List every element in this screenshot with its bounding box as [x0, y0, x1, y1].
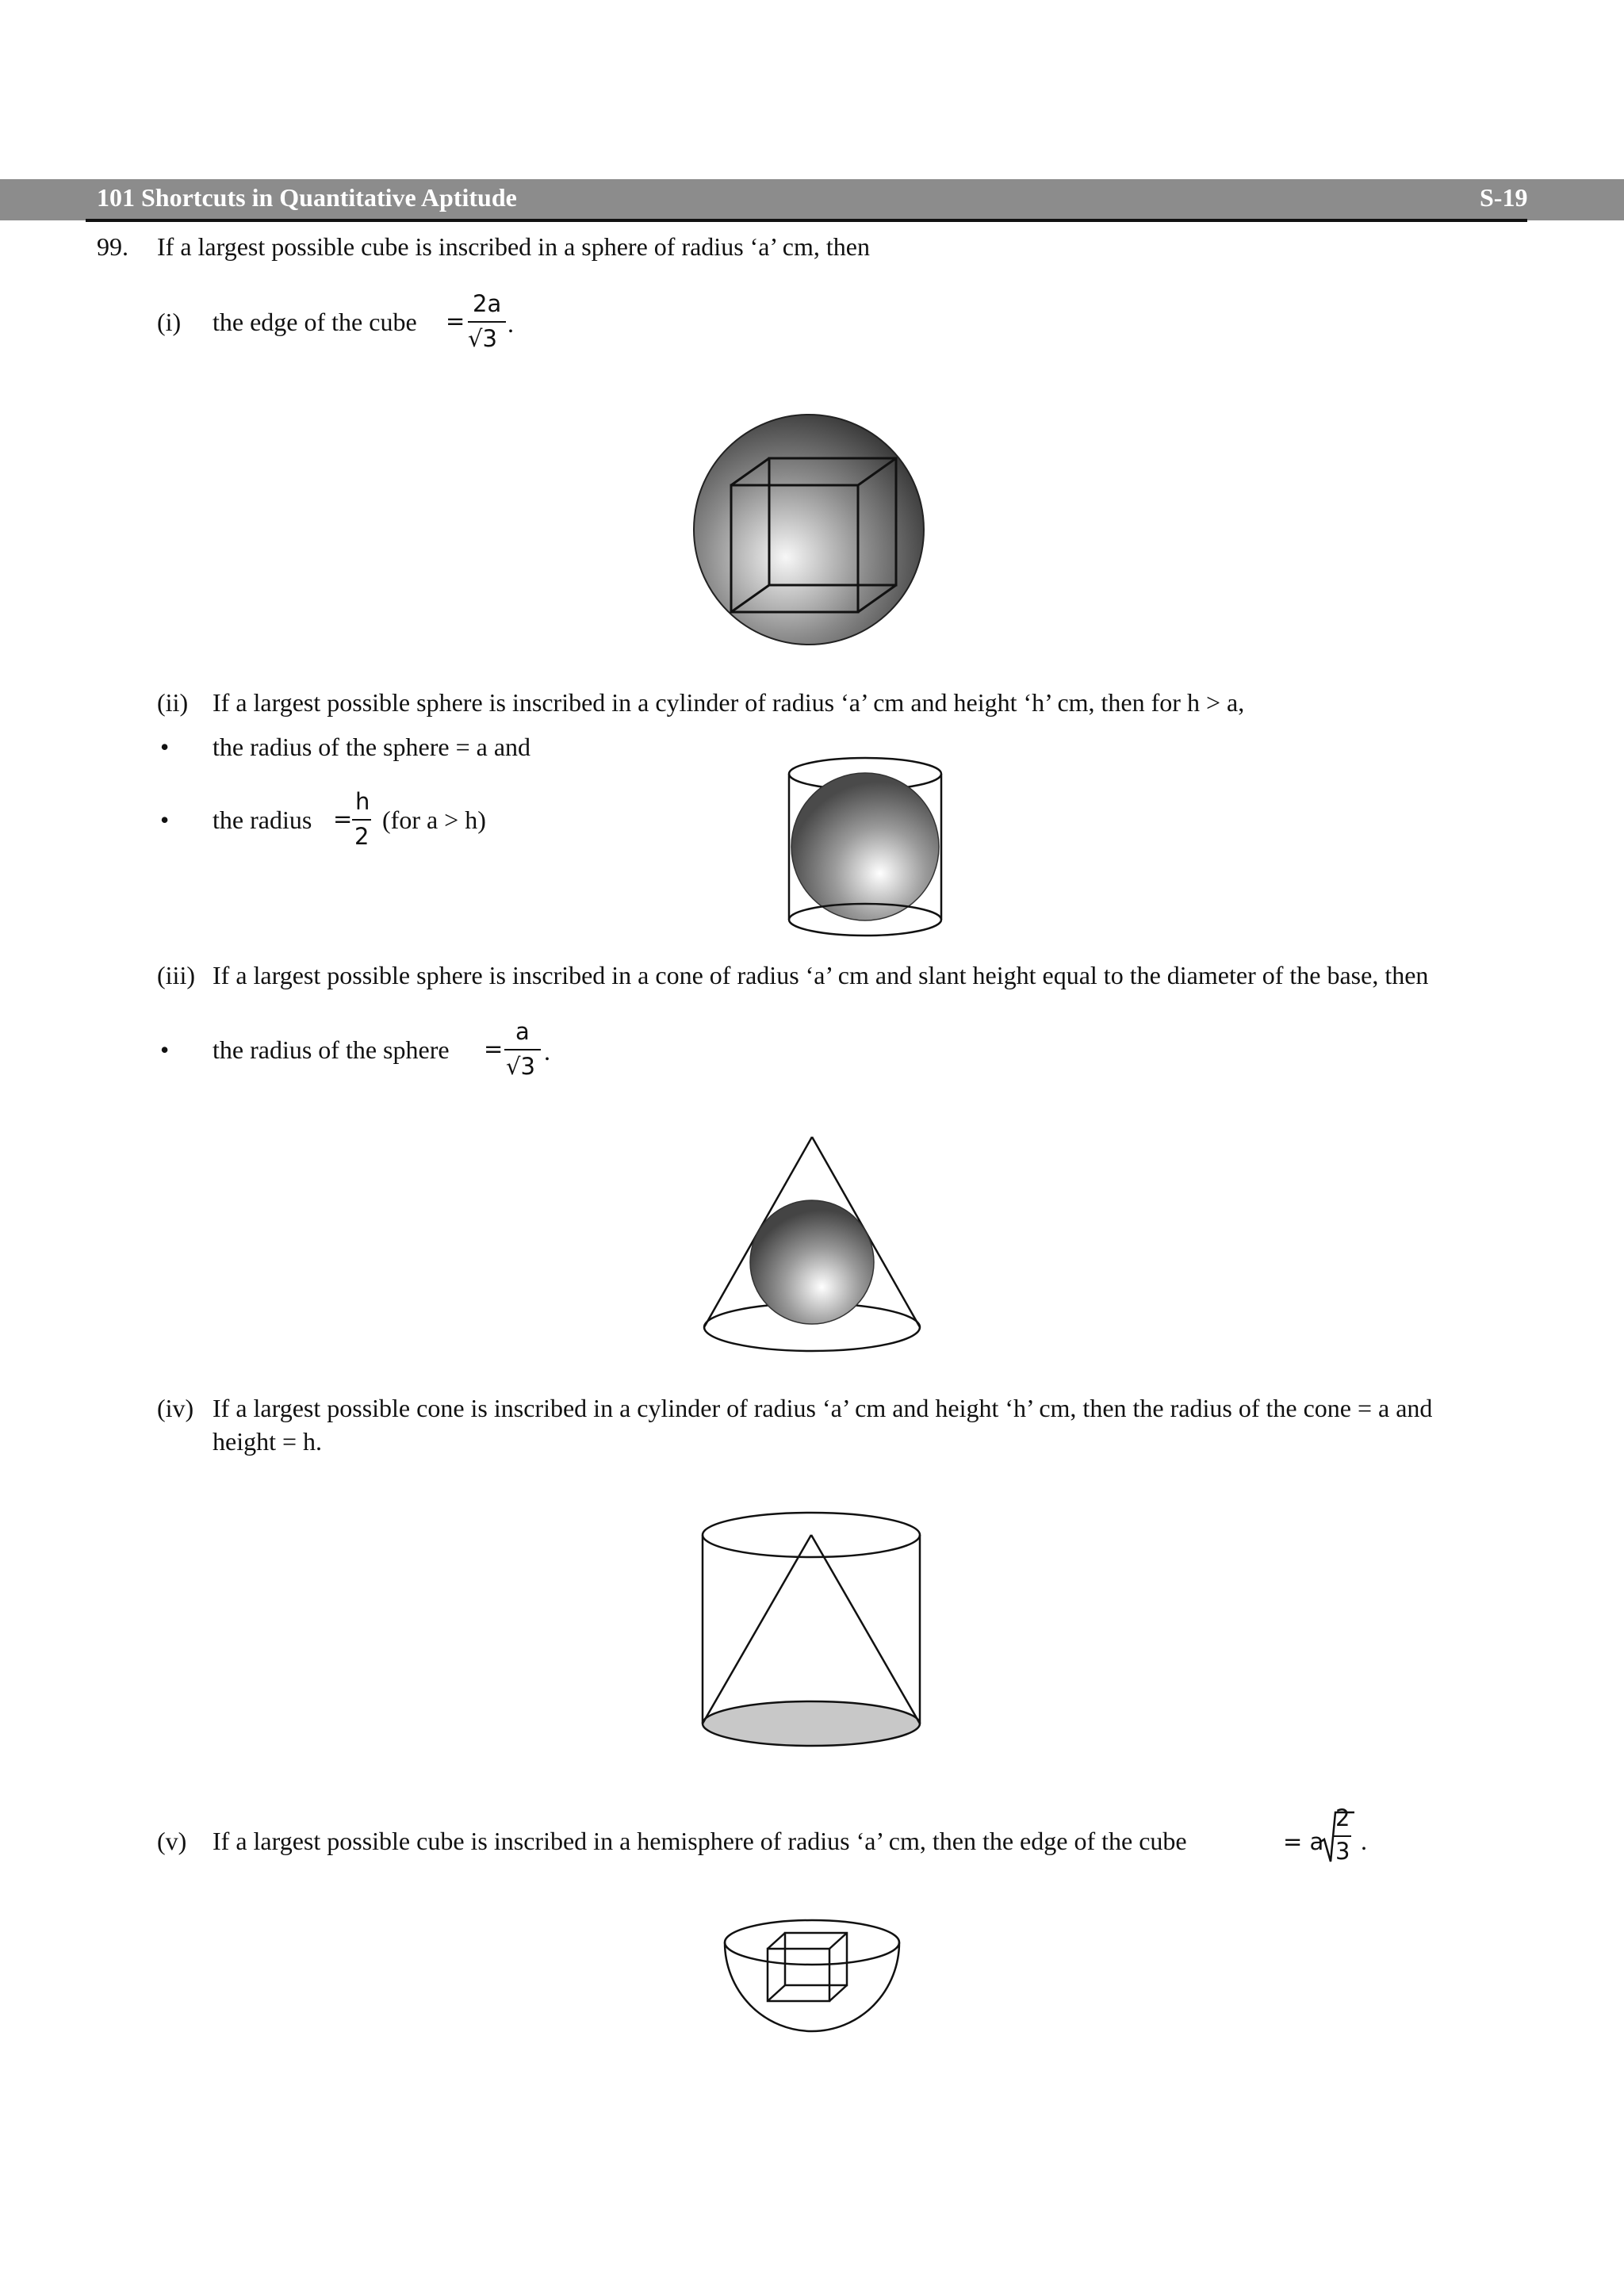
part-i-fraction-bar: [468, 321, 506, 323]
cone-in-cylinder-figure: [698, 1510, 925, 1749]
part-iv-label: (iv): [157, 1394, 194, 1422]
part-i-numerator: 2a: [473, 290, 502, 317]
part-iii-label: (iii): [157, 961, 195, 989]
cube-in-hemisphere-figure: [722, 1917, 902, 2036]
question-number: 99.: [97, 232, 128, 261]
part-ii-label: (ii): [157, 688, 189, 717]
part-ii-condition: (for a > h): [382, 806, 486, 834]
bullet: •: [160, 733, 170, 761]
bullet: •: [160, 806, 170, 834]
part-ii-denominator: 2: [354, 823, 370, 850]
part-iv-text-line1: If a largest possible cone is inscribed in a cylinder of radius ‘a’ cm and height ‘h’ cm, then the radius of the cone = a and: [213, 1394, 1433, 1422]
part-ii-equals: =: [333, 806, 353, 832]
part-v-period: .: [1361, 1827, 1367, 1855]
part-i-period: .: [508, 309, 514, 338]
part-iii-fraction-bar: [504, 1049, 541, 1050]
part-iii-bullet-text: the radius of the sphere: [213, 1035, 450, 1064]
part-i-denominator: √3: [468, 325, 497, 352]
part-iii-denominator: √3: [506, 1053, 535, 1080]
bullet: •: [160, 1035, 170, 1064]
part-iii-equals: =: [484, 1035, 504, 1062]
part-v-denominator: 3: [1335, 1838, 1350, 1865]
sphere-in-cylinder-figure: [782, 752, 948, 936]
part-ii-numerator: h: [355, 788, 370, 815]
part-ii-fraction-bar: [352, 819, 371, 821]
part-iv-text-line2: height = h.: [213, 1427, 323, 1456]
part-v-numerator: 2: [1335, 1804, 1350, 1831]
page-number: S-19: [1480, 183, 1528, 212]
question-text: If a largest possible cube is inscribed in a sphere of radius ‘a’ cm, then: [157, 232, 870, 261]
part-v-text: If a largest possible cube is inscribed in a hemisphere of radius ‘a’ cm, then the edge of the cube: [213, 1827, 1187, 1855]
part-v-label: (v): [157, 1827, 187, 1855]
part-ii-text: If a largest possible sphere is inscribed in a cylinder of radius ‘a’ cm and height ‘h’ cm, then for h > a,: [213, 688, 1245, 717]
cube-in-sphere-figure: [690, 411, 928, 649]
part-v-equals: = a: [1283, 1828, 1324, 1855]
part-iii-period: .: [544, 1037, 550, 1066]
part-i-equals: =: [446, 308, 465, 335]
part-iii-text: If a largest possible sphere is inscribed in a cone of radius ‘a’ cm and slant height equal to the diameter of the base, then: [213, 961, 1429, 989]
part-iii-numerator: a: [515, 1018, 530, 1045]
part-i-text: the edge of the cube: [213, 308, 417, 336]
book-title: 101 Shortcuts in Quantitative Aptitude: [97, 183, 517, 212]
part-ii-bullet-1: the radius of the sphere = a and: [213, 733, 531, 761]
part-i-label: (i): [157, 308, 182, 336]
header-rule: [86, 219, 1527, 222]
part-ii-bullet-2-text: the radius: [213, 806, 312, 834]
sphere-in-cone-figure: [701, 1134, 923, 1354]
part-v-fraction-bar: [1334, 1835, 1351, 1837]
